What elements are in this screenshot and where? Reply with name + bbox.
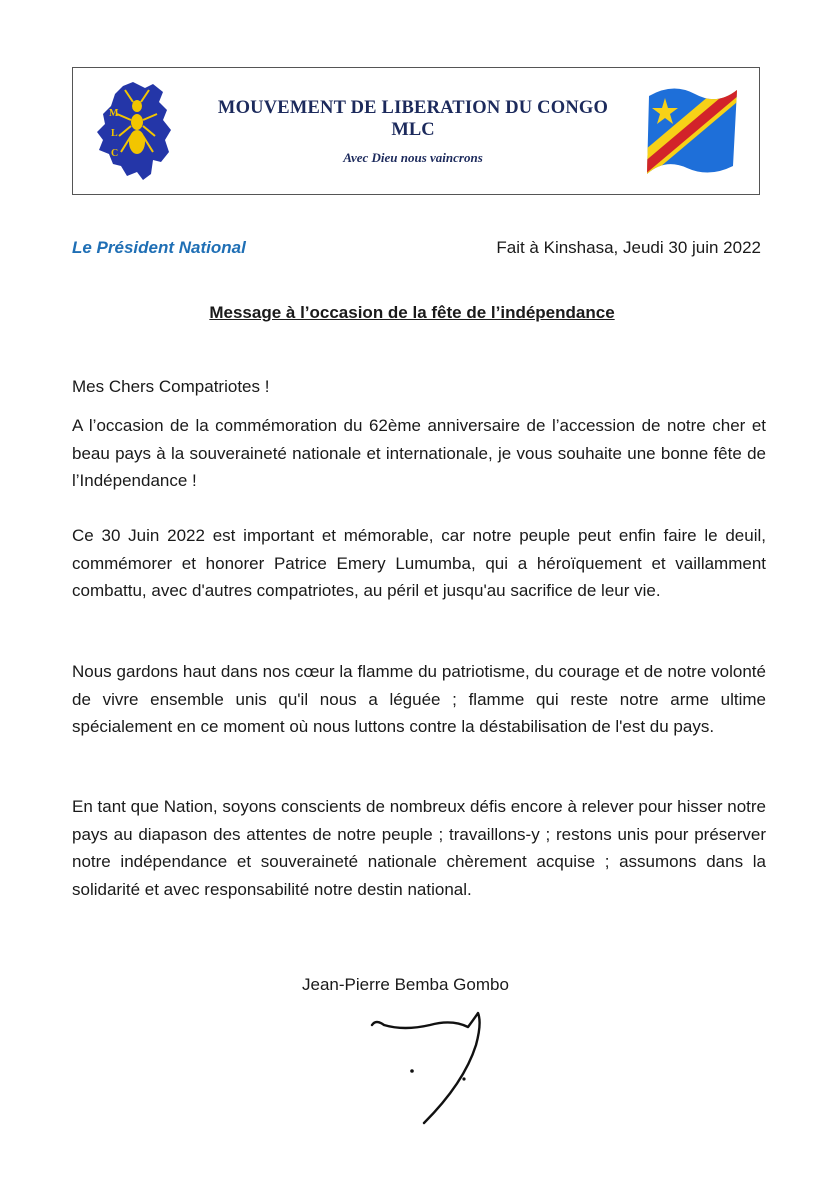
president-label: Le Président National	[72, 238, 246, 257]
organization-abbreviation: MLC	[391, 120, 435, 140]
paragraph-1: A l’occasion de la commémoration du 62ème anniversaire de l’accession de notre cher et beau pays à la souveraineté nationale et internationale, je vous souhaite une bonne fête de l’Indépendance !	[72, 416, 766, 490]
paragraph-3: Nous gardons haut dans nos cœur la flamme du patriotisme, du courage et de notre volonté de vivre ensemble unis qu'il nous a léguée ; flamme qui reste notre arme ultime spécialement en ce moment où nous luttons contre la déstabilisation de l'est du pays.	[72, 662, 766, 736]
signatory-name: Jean-Pierre Bemba Gombo	[302, 975, 509, 994]
paragraph-2: Ce 30 Juin 2022 est important et mémorable, car notre peuple peut enfin faire le deuil, commémorer et honorer Patrice Emery Lumumba, qui a héroïquement et vaillamment combattu, avec d'autres compatriotes, au péril et jusqu'au sacrifice de leur vie.	[72, 526, 766, 600]
message-title: Message à l’occasion de la fête de l’indépendance	[209, 303, 615, 322]
letterhead	[72, 67, 760, 195]
drc-flag	[643, 78, 739, 186]
handwritten-signature	[360, 1005, 500, 1135]
congo-map-ant-logo	[93, 80, 183, 184]
logo-letter-m: M	[109, 108, 119, 119]
paragraph-4: En tant que Nation, soyons conscients de nombreux défis encore à relever pour hisser notre pays au diapason des attentes de notre peuple ; travaillons-y ; restons unis pour préserver notre indépendance et souveraineté nationale chèrement acquise ; assumons dans la solidarité et avec responsabilité notre destin national.	[72, 797, 766, 899]
salutation: Mes Chers Compatriotes !	[72, 377, 270, 396]
logo-letter-c: C	[111, 148, 119, 159]
date-line: Fait à Kinshasa, Jeudi 30 juin 2022	[496, 238, 761, 257]
logo-letter-l: L	[111, 128, 118, 139]
organization-name: MOUVEMENT DE LIBERATION DU CONGO	[217, 98, 609, 118]
motto: Avec Dieu nous vaincrons	[343, 150, 483, 165]
